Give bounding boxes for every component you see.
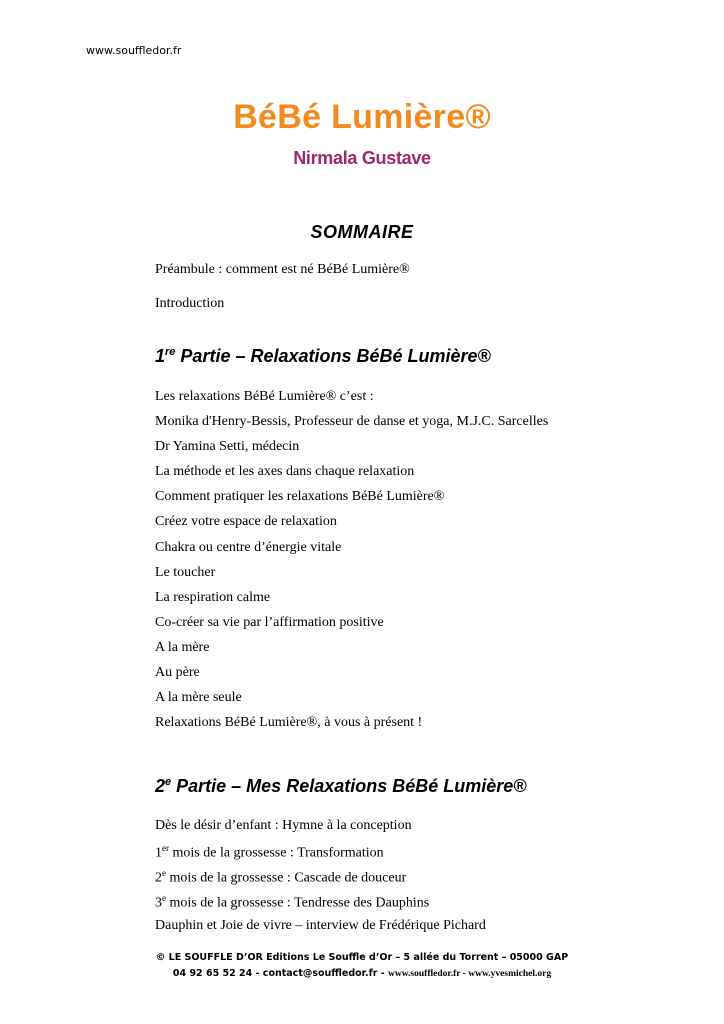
footer-phone-email: 04 92 65 52 24 - contact@souffledor.fr - [172,968,388,979]
month-number: 1 [155,845,162,861]
toc-entry: Relaxations BéBé Lumière®, à vous à présent ! [155,715,423,730]
month-ordinal: e [162,868,166,878]
toc-entry: Créez votre espace de relaxation [155,514,337,529]
toc-entry: Dr Yamina Setti, médecin [155,439,300,454]
part2-number: 2 [155,776,166,796]
toc-entry-text: Dauphin et Joie de vivre – interview de Frédérique Pichard [155,918,486,933]
month-ordinal: er [162,843,169,853]
toc-entry: A la mère [155,640,210,655]
toc-entry-text: Dès le désir d’enfant : Hymne à la conception [155,818,412,833]
author-name: Nirmala Gustave [293,148,431,168]
toc-entry-text: mois de la grossesse : Cascade de douceur [166,870,407,886]
toc-entry: La méthode et les axes dans chaque relaxation [155,464,415,479]
toc-entry-introduction: Introduction [155,296,225,311]
toc-entry-text: mois de la grossesse : Tendresse des Dauphins [166,895,430,911]
month-ordinal: e [162,893,166,903]
toc-entry: Comment pratiquer les relaxations BéBé Lumière® [155,489,445,504]
part1-title: Partie – Relaxations BéBé Lumière® [175,346,491,366]
toc-entry-text: mois de la grossesse : Transformation [169,845,384,861]
sommaire-heading: SOMMAIRE [310,222,414,242]
site-url: www.souffledor.fr [86,44,182,57]
toc-entry: A la mère seule [155,690,242,705]
footer-publisher: © LE SOUFFLE D’OR Editions Le Souffle d’Or – 5 allée du Torrent – 05000 GAP [155,952,569,963]
part2-ordinal: e [165,776,172,788]
book-title: BéBé Lumière® [233,98,491,136]
toc-entry-preambule: Préambule : comment est né BéBé Lumière® [155,262,410,277]
toc-entry [155,868,406,887]
toc-entry: Monika d'Henry-Bessis, Professeur de danse et yoga, M.J.C. Sarcelles [155,414,549,429]
month-number: 2 [155,870,162,886]
toc-entry: Au père [155,665,200,680]
part1-ordinal: re [165,346,176,358]
toc-entry [155,918,486,934]
part1-heading [155,346,491,367]
month-number: 3 [155,895,162,911]
toc-entry [155,843,384,862]
toc-entry: Co-créer sa vie par l’affirmation positive [155,615,384,630]
part1-number: 1 [155,346,166,366]
toc-entry: Chakra ou centre d’énergie vitale [155,540,342,555]
toc-entry: La respiration calme [155,590,271,605]
footer-contact [0,968,724,979]
toc-entry [155,818,412,834]
toc-entry: Le toucher [155,565,216,580]
footer-websites: www.souffledor.fr - www.yvesmichel.org [388,969,552,979]
part2-title: Partie – Mes Relaxations BéBé Lumière® [171,776,527,796]
part2-heading [155,776,527,797]
toc-entry [155,893,429,912]
toc-entry: Les relaxations BéBé Lumière® c’est : [155,389,374,404]
